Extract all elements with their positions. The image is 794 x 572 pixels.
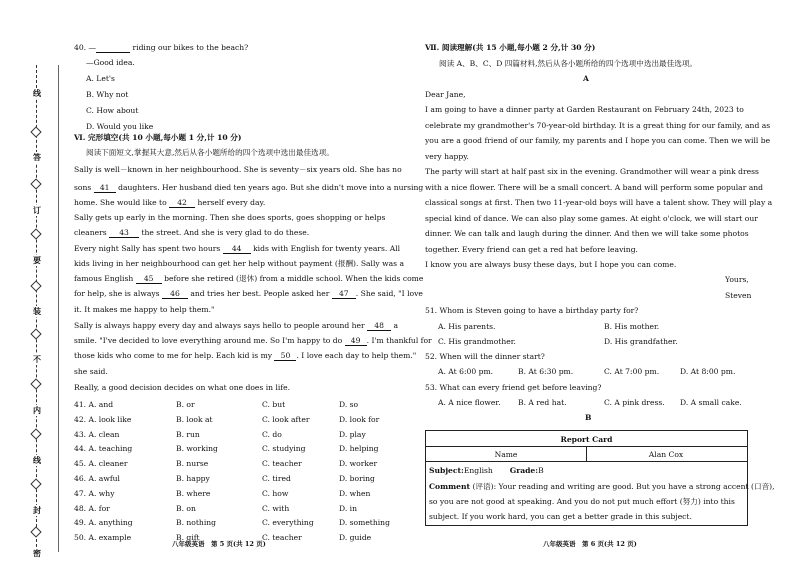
passage-text: before she retired (退休) from a middle school. When the kids come	[161, 274, 424, 283]
cloze-option: B. or	[176, 400, 195, 409]
passage-text: she said.	[74, 367, 108, 376]
passage-text: smile. "I've decided to love everything around me. So I'm happy to do	[74, 336, 345, 345]
grade-value: B	[538, 466, 544, 475]
passage-text: for help, she is always	[74, 289, 162, 298]
report-comment-line: so you are not good at speaking. And you do not put much effort (努力) into this	[429, 497, 735, 506]
cloze-blank: 49	[345, 337, 367, 346]
passage-text: sons	[74, 183, 94, 192]
question-option: D. A small cake.	[680, 398, 742, 407]
binder-diamond	[30, 228, 41, 239]
letter-line: classical songs at first. Then two 11-year-old boys will have a talent show. They will play a	[425, 198, 773, 207]
question-option: A. At 6:00 pm.	[438, 367, 494, 376]
passage-text: herself every day.	[195, 198, 266, 207]
comment-text: (评语): Your reading and writing are good. But you have a strong accent (口音),	[470, 482, 775, 491]
cloze-option: C. with	[262, 503, 290, 513]
cloze-option: C. tired	[262, 474, 291, 483]
report-card-title: Report Card	[560, 435, 613, 444]
question-option: C. His grandmother.	[438, 337, 516, 346]
question-option: A. A nice flower.	[438, 398, 501, 407]
cloze-option: C. studying	[262, 444, 306, 454]
passage-text: kids living in her neighbourhood can get her help without payment (报酬). Sally was a	[74, 259, 404, 268]
binder-char: 不	[33, 354, 41, 364]
letter-line: together. Every friend can get a red hat before leaving.	[425, 244, 638, 254]
cloze-blank: 42	[169, 199, 195, 208]
passage-text: . I love each day to help them."	[296, 351, 417, 360]
passage-text: . I'm thankful for	[366, 336, 432, 345]
cloze-option: D. in	[339, 503, 357, 513]
passage-text: Really, a good decision decides on what one does in life.	[74, 383, 291, 392]
cloze-blank: 43	[109, 229, 139, 238]
binder-diamond	[30, 378, 41, 389]
binder-diamond	[30, 126, 41, 137]
cloze-option: 48. A. for	[74, 503, 110, 513]
cloze-option: D. worker	[339, 459, 378, 469]
cloze-option: C. look after	[262, 414, 310, 424]
cloze-option: 49. A. anything	[74, 518, 133, 528]
cloze-blank: 50	[274, 352, 296, 361]
report-subject-grade	[429, 467, 544, 475]
passage-text: cleaners	[74, 228, 110, 237]
cloze-blank: 44	[223, 245, 251, 254]
binder-char: 答	[33, 152, 41, 162]
report-name-label: Name	[494, 450, 518, 459]
part-b-label: B	[585, 413, 592, 422]
cloze-option: D. play	[339, 429, 366, 439]
cloze-blank: 46	[162, 290, 188, 299]
cloze-option: C. do	[262, 429, 282, 439]
binder-char: 内	[33, 405, 41, 415]
passage-text: home. She would like to	[74, 198, 170, 207]
cloze-option: D. boring	[339, 474, 375, 483]
cloze-option: D. when	[339, 488, 371, 498]
binder-char: 密	[33, 548, 41, 558]
cloze-option: C. teacher	[262, 459, 302, 469]
passage-text: and tries her best. People asked her	[187, 289, 332, 298]
subject-label: Subject:	[429, 466, 464, 475]
passage-text: a	[391, 321, 399, 330]
passage-text: Sally is always happy every day and always says hello to people around her	[74, 321, 368, 330]
binder-diamond	[30, 178, 41, 189]
report-comment-line	[429, 483, 775, 491]
cloze-option: 45. A. cleaner	[74, 459, 128, 469]
letter-line: very happy.	[425, 151, 469, 161]
binder-diamond	[30, 328, 41, 339]
question-stem: 53. What can every friend get before leaving?	[425, 383, 602, 392]
seal-line	[58, 65, 59, 552]
binder-diamond	[30, 478, 41, 489]
letter-line: The party will start at half past six in the evening. Grandmother will wear a pink dress	[425, 167, 759, 176]
grade-label: Grade:	[509, 466, 539, 475]
cloze-option: C. how	[262, 488, 289, 498]
right-page-footer: 八年级英语 第 6 页(共 12 页)	[543, 540, 637, 548]
cloze-option: D. look for	[339, 414, 380, 424]
cloze-option: 50. A. example	[74, 533, 132, 543]
binder-char: 线	[33, 88, 41, 98]
question-option: D. His grandfather.	[604, 337, 678, 346]
cloze-blank: 41	[94, 184, 116, 193]
passage-line	[74, 184, 423, 193]
passage-line	[74, 368, 108, 376]
cloze-option: 44. A. teaching	[74, 444, 133, 454]
cloze-option: B. happy	[176, 474, 210, 483]
passage-text: . She said, "I love	[355, 289, 423, 298]
cloze-option: B. on	[176, 503, 196, 513]
cloze-option: B. gift	[176, 533, 200, 543]
passage-line	[74, 337, 432, 346]
binder-diamond	[30, 526, 41, 537]
question-stem: 52. When will the dinner start?	[425, 352, 545, 361]
binder-char: 装	[33, 306, 41, 316]
letter-signature: Steven	[725, 291, 752, 300]
passage-line	[74, 229, 309, 238]
letter-closing: Yours,	[725, 275, 749, 284]
q40-option: A. Let's	[86, 74, 115, 83]
passage-text: those kids who come to me for help. Each kid is my	[74, 351, 275, 360]
letter-line: I am going to have a dinner party at Garden Restaurant on February 24th, 2023 to	[425, 105, 744, 114]
comment-label: Comment	[429, 482, 471, 491]
letter-line: celebrate my grandmother's 70-year-old birthday. It is a great thing for our family, and as	[425, 120, 771, 130]
passage-text: daughters. Her husband died ten years ago. But she didn't move into a nursing	[115, 183, 424, 192]
passage-line	[74, 245, 400, 254]
q40-option: B. Why not	[86, 90, 129, 99]
cloze-blank: 47	[332, 290, 356, 299]
cloze-option: B. working	[176, 444, 218, 454]
passage-line	[74, 306, 215, 314]
cloze-option: D. helping	[339, 444, 379, 454]
cloze-option: 43. A. clean	[74, 429, 120, 439]
report-name-value: Alan Cox	[648, 450, 684, 459]
passage-line	[74, 322, 398, 331]
binder-char: 订	[33, 205, 41, 215]
cloze-option: C. teacher	[262, 533, 302, 543]
cloze-option: C. but	[262, 400, 286, 409]
report-comment-line: subject. If you work hard, you can get a better grade in this subject.	[429, 512, 692, 521]
q40-option: D. Would you like	[86, 122, 154, 131]
question-option: B. At 6:30 pm.	[518, 367, 574, 376]
cloze-option: 47. A. why	[74, 488, 115, 498]
cloze-option: B. look at	[176, 414, 213, 424]
cloze-option: 41. A. and	[74, 400, 114, 409]
passage-line	[74, 166, 402, 174]
left-page-footer: 八年级英语 第 5 页(共 12 页)	[172, 540, 266, 548]
cloze-option: B. nothing	[176, 518, 216, 528]
passage-text: it. It makes me happy to help them."	[74, 305, 215, 314]
letter-line: you are a good friend of our family, my parents and I hope you can come. Then we will be	[425, 136, 771, 145]
cloze-option: 46. A. awful	[74, 474, 120, 483]
question-option: B. His mother.	[604, 322, 660, 331]
report-card	[425, 430, 775, 526]
letter-line: I know you are always busy these days, but I hope you can come.	[425, 260, 677, 269]
section6-title: Ⅵ. 完形填空(共 10 小题,每小题 1 分,计 10 分)	[74, 133, 242, 142]
cloze-option: D. guide	[339, 533, 372, 543]
binder-char: 线	[33, 455, 41, 465]
binder-diamond	[30, 280, 41, 291]
section7-instructions: 阅读 A、B、C、D 四篇材料,然后从各小题所给的四个选项中选出最佳选项。	[439, 59, 698, 68]
cloze-option: C. everything	[262, 518, 314, 528]
passage-line	[74, 214, 385, 222]
question-option: B. A red hat.	[518, 398, 567, 407]
passage-line	[74, 384, 290, 392]
binder-char: 要	[33, 255, 41, 265]
cloze-option: B. run	[176, 429, 200, 439]
cloze-option: 42. A. look like	[74, 414, 132, 424]
cloze-option: B. nurse	[176, 459, 209, 469]
letter-line: special kind of dance. We can also play some games. At eight o'clock, we will start our	[425, 213, 758, 223]
passage-line	[74, 260, 404, 268]
passage-line	[74, 199, 265, 208]
passage-text: the street. And she is very glad to do these.	[139, 228, 310, 237]
letter-greeting: Dear Jane,	[425, 90, 466, 99]
letter-line: dinner. We can talk and laugh during the dinner. And then we will take some photos	[425, 229, 749, 238]
passage-text: kids with English for twenty years. All	[250, 244, 401, 253]
question-option: A. His parents.	[438, 322, 496, 331]
passage-line	[74, 352, 416, 361]
report-divider	[426, 461, 747, 462]
cloze-option: D. so	[339, 400, 359, 409]
section6-instructions: 阅读下面短文,掌握其大意,然后从各小题所给的四个选项中选出最佳选项。	[86, 148, 334, 157]
passage-text: Sally is well－known in her neighbourhood. She is seventy－six years old. She has no	[74, 165, 402, 174]
q40-option: C. How about	[86, 106, 139, 115]
cloze-option: B. where	[176, 488, 211, 498]
passage-text: Every night Sally has spent two hours	[74, 244, 223, 253]
passage-text: Sally gets up early in the morning. Then she does sports, goes shopping or helps	[74, 213, 386, 222]
question-option: D. At 8:00 pm.	[680, 367, 736, 376]
binder-char: 封	[33, 505, 41, 515]
question-stem: 51. Whom is Steven going to have a birthday party for?	[425, 306, 639, 315]
question-option: C. At 7:00 pm.	[604, 367, 660, 376]
question-option: C. A pink dress.	[604, 398, 665, 407]
cloze-blank: 45	[136, 275, 162, 284]
letter-line: with a nice flower. There will be a small concert. A band will perform some popular and	[425, 182, 764, 192]
passage-line	[74, 275, 423, 284]
passage-text: famous English	[74, 274, 136, 283]
binder-diamond	[30, 428, 41, 439]
q40-reply: —Good idea.	[86, 58, 135, 67]
cloze-option: D. something	[339, 518, 390, 528]
section7-title: Ⅶ. 阅读理解(共 15 小题,每小题 2 分,计 30 分)	[425, 43, 596, 52]
passage-line	[74, 290, 423, 299]
q40-stem: 40. — riding our bikes to the beach?	[74, 43, 249, 52]
cloze-blank: 48	[367, 322, 391, 331]
part-a-label: A	[583, 74, 589, 83]
subject-value: English	[463, 466, 493, 475]
